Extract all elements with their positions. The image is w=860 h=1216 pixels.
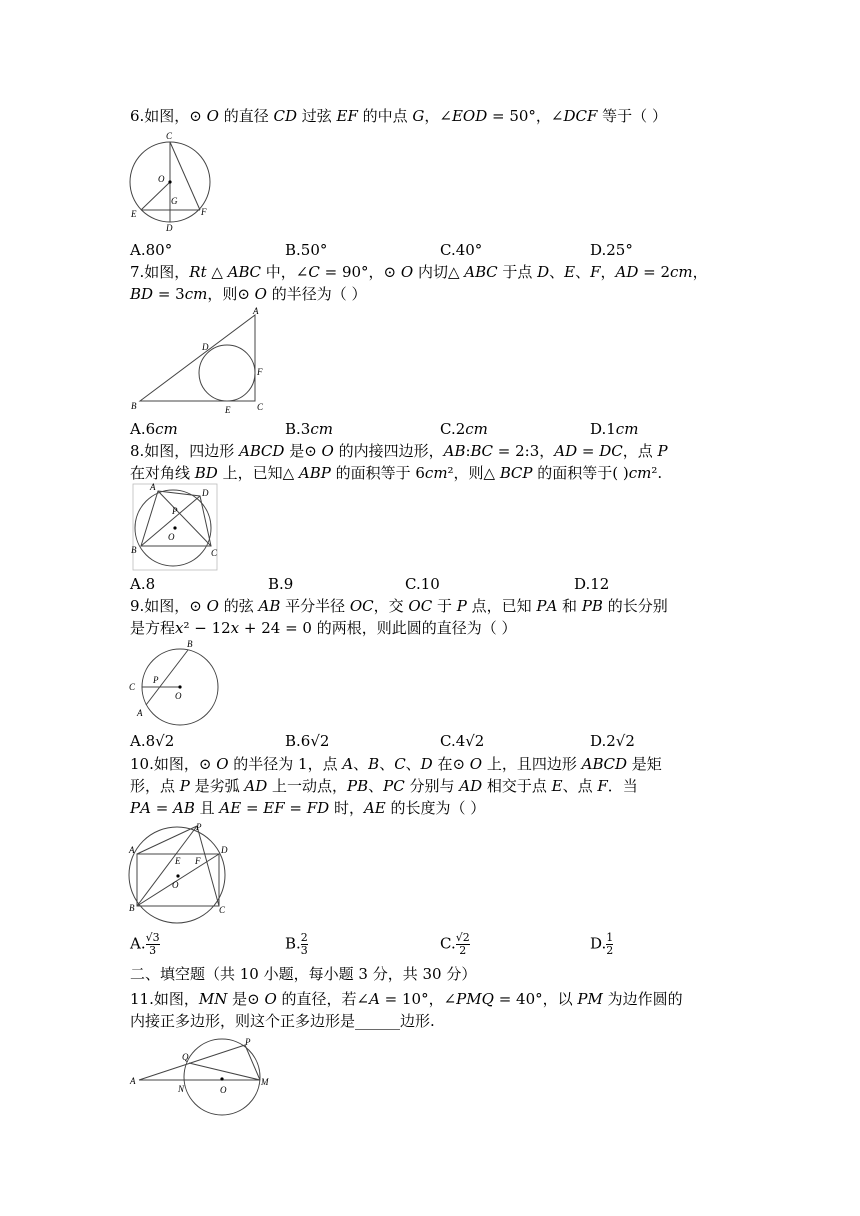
q9-option-c: C.4√2 (440, 732, 485, 750)
q6-option-d: D.25° (590, 241, 633, 259)
q6-label-o: O (158, 174, 165, 184)
q11-label-q: Q (182, 1052, 189, 1062)
q7-stem-line2: 𝐵𝐷 = 3𝑐𝑚，则⊙ 𝑂 的半径为（ ） (130, 285, 367, 303)
section-heading: 二、填空题（共 10 小题，每小题 3 分，共 30 分） (130, 965, 477, 983)
q10-option-b: B. $\frac{2}{3}$ (285, 931, 308, 957)
q6-label-c: C (166, 131, 173, 141)
q9-label-c: C (129, 682, 136, 692)
q8-label-p: P (172, 506, 178, 516)
q10-stem-line1: 10.如图，⊙ 𝑂 的半径为 1，点 𝐴、𝐵、𝐶、𝐷 在⊙ 𝑂 上，且四边形 𝐴𝐵𝐶𝐷 是矩 (130, 755, 662, 773)
q9-option-b: B.6√2 (285, 732, 330, 750)
q8-label-o: O (168, 532, 175, 542)
q10-option-c: C. $\frac{√2}{2}$ (440, 931, 470, 957)
q11-label-p: P (245, 1037, 251, 1047)
q7-label-a: A (253, 306, 259, 316)
q6-option-b: B.50° (285, 241, 328, 259)
q7-option-b: B.3𝑐𝑚 (285, 420, 333, 438)
q10-option-d: D. $\frac{1}{2}$ (590, 931, 614, 957)
q10-label-d: D (221, 845, 228, 855)
q8-label-c: C (211, 548, 218, 558)
q10-label-o: O (172, 880, 179, 890)
q10-label-f: F (195, 856, 201, 866)
q7-label-d: D (202, 342, 209, 352)
q6-figure (125, 130, 220, 235)
q7-label-f: F (257, 367, 263, 377)
q11-stem-line1: 11.如图，𝑀𝑁 是⊙ 𝑂 的直径，若∠𝐴 = 10°，∠𝑃𝑀𝑄 = 40°，以 𝑃𝑀 为边作圆的 (130, 990, 683, 1008)
q9-option-a: A.8√2 (130, 732, 175, 750)
q9-stem-line2: 是方程𝑥² − 12𝑥 + 24 = 0 的两根，则此圆的直径为（ ） (130, 619, 517, 637)
q10-figure (125, 820, 240, 930)
q9-label-b: B (187, 639, 193, 649)
q8-label-a: A (150, 482, 156, 492)
q10-option-a: A. $\frac{√3}{3}$ (130, 931, 160, 957)
q7-option-c: C.2𝑐𝑚 (440, 420, 488, 438)
q10-label-p: P (196, 822, 202, 832)
q10-label-e: E (175, 856, 181, 866)
q9-stem-line1: 9.如图，⊙ 𝑂 的弦 𝐴𝐵 平分半径 𝑂𝐶，交 𝑂𝐶 于 𝑃 点，已知 𝑃𝐴 和 𝑃𝐵 的长分别 (130, 597, 668, 615)
q7-stem-line1: 7.如图，𝑅𝑡 △ 𝐴𝐵𝐶 中，∠𝐶 = 90°，⊙ 𝑂 内切△ 𝐴𝐵𝐶 于点 𝐷、𝐸、𝐹，𝐴𝐷 = 2𝑐𝑚， (130, 263, 708, 281)
q9-label-a: A (137, 708, 143, 718)
q6-stem: 6.如图，⊙ 𝑂 的直径 𝐶𝐷 过弦 𝐸𝐹 的中点 𝐺，∠𝐸𝑂𝐷 = 50°，∠𝐷𝐶𝐹 等于（ ） (130, 107, 667, 125)
q6-option-a: A.80° (130, 241, 173, 259)
q7-option-d: D.1𝑐𝑚 (590, 420, 639, 438)
q11-label-o: O (220, 1085, 227, 1095)
q7-figure (125, 305, 270, 420)
q9-option-d: D.2√2 (590, 732, 635, 750)
q10-label-a: A (129, 845, 135, 855)
q10-label-c: C (219, 905, 226, 915)
q9-label-o: O (175, 691, 182, 701)
q8-option-b: B.9 (268, 575, 294, 593)
q11-label-m: M (261, 1077, 269, 1087)
q6-label-d: D (166, 223, 173, 233)
q8-figure (125, 482, 225, 577)
q11-stem-line2: 内接正多边形，则这个正多边形是______边形. (130, 1012, 435, 1030)
q7-label-e: E (225, 405, 231, 415)
q9-label-p: P (153, 675, 159, 685)
q6-label-g: G (171, 196, 178, 206)
q9-figure (125, 637, 225, 727)
q10-label-b: B (129, 903, 135, 913)
q11-label-n: N (178, 1084, 185, 1094)
q8-stem-line2: 在对角线 𝐵𝐷 上，已知△ 𝐴𝐵𝑃 的面积等于 6𝑐𝑚²，则△ 𝐵𝐶𝑃 的面积等于( )𝑐𝑚². (130, 464, 663, 482)
q8-option-c: C.10 (405, 575, 440, 593)
q6-label-e: E (131, 209, 137, 219)
q7-label-b: B (131, 401, 137, 411)
q6-label-f: F (201, 207, 207, 217)
q7-label-c: C (257, 402, 264, 412)
q8-option-d: D.12 (574, 575, 610, 593)
q8-stem-line1: 8.如图，四边形 𝐴𝐵𝐶𝐷 是⊙ 𝑂 的内接四边形，𝐴𝐵:𝐵𝐶 = 2:3，𝐴𝐷 = 𝐷𝐶，点 𝑃 (130, 442, 668, 460)
q11-figure (125, 1035, 280, 1120)
q10-stem-line3: 𝑃𝐴 = 𝐴𝐵 且 𝐴𝐸 = 𝐸𝐹 = 𝐹𝐷 时，𝐴𝐸 的长度为（ ） (130, 799, 486, 817)
q6-option-c: C.40° (440, 241, 483, 259)
q8-label-d: D (202, 488, 209, 498)
q10-stem-line2: 形，点 𝑃 是劣弧 𝐴𝐷 上一动点，𝑃𝐵、𝑃𝐶 分别与 𝐴𝐷 相交于点 𝐸、点 𝐹．当 (130, 777, 638, 795)
q8-label-b: B (131, 545, 137, 555)
q7-option-a: A.6𝑐𝑚 (130, 420, 178, 438)
q8-option-a: A.8 (130, 575, 156, 593)
q11-label-a: A (130, 1076, 136, 1086)
